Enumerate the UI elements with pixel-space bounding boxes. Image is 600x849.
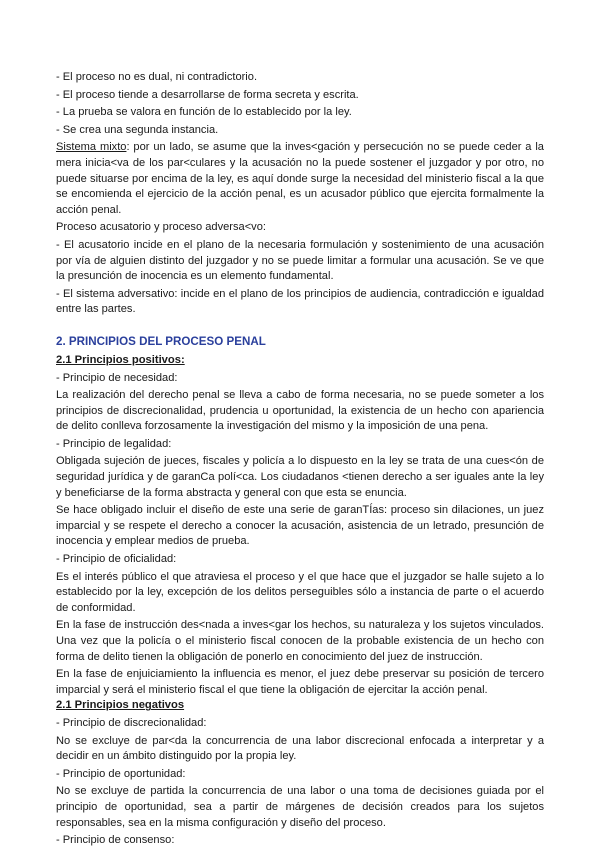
consenso-label: - Principio de consenso:: [56, 834, 175, 847]
mixto-text: : por un lado, se asume que la inves<gación y persecución no se puede ceder a la mera inicia<va de los par<culares y la acusación no la puede sostener el juzgador y por otro, no puede situarse por encima de la ley, es aquí donde surge la necesidad del ministerio fiscal a la que se encomienda el ejercicio de la acción penal, es un acusador público que ejercita formalmente la acción penal.: [56, 141, 544, 216]
list-item: - El proceso tiende a desarrollarse de forma secreta y escrita.: [56, 88, 359, 101]
mixto-label: Sistema mixto: [56, 141, 127, 154]
discrecionalidad-text: No se excluye de par<da la concurrencia de una labor discrecional enfocada a interpretar y a decidir en un ámbito distinguido por la propia ley.: [56, 734, 544, 763]
list-item: - El proceso no es dual, ni contradictorio.: [56, 71, 258, 83]
oficialidad-text: En la fase de instrucción des<nada a inves<gar los hechos, su naturaleza y los sujetos vinculados. Una vez que la policía o el ministerio fiscal conocen de la probable existencia de un hecho con forma de delito tienen la obligación de ponerlo en conocimiento del juez de instrucción.: [56, 619, 544, 663]
mixto-paragraph: [56, 140, 544, 218]
oficialidad-text: En la fase de enjuiciamiento la influencia es menor, el juez debe preservar su posición de tercero imparcial y será el ministerio fiscal el que tiene la obligación de ejercitar la acción penal.: [56, 668, 544, 696]
oportunidad-label: - Principio de oportunidad:: [56, 767, 186, 780]
oportunidad-text: No se excluye de partida la concurrencia de una labor o una toma de decisiones guiada por el principio de oportunidad, sea a partir de márgenes de decisión creados para los sujetos responsables, sea en la misma configuración y diseño del proceso.: [56, 785, 544, 829]
oficialidad-label: - Principio de oficialidad:: [56, 553, 177, 566]
list-item: - Se crea una segunda instancia.: [56, 123, 219, 136]
negativos-title: 2.1 Principios negativos: [56, 699, 185, 712]
positivos-title: 2.1 Principios positivos:: [56, 353, 185, 366]
section-title: 2. PRINCIPIOS DEL PROCESO PENAL: [56, 334, 266, 348]
list-item: - La prueba se valora en función de lo establecido por la ley.: [56, 106, 352, 119]
discrecionalidad-label: - Principio de discrecionalidad:: [56, 716, 207, 729]
legalidad-text: Obligada sujeción de jueces, fiscales y policía a lo dispuesto en la ley se trata de una cues<ón de seguridad jurídica y de garanCa polí<ca. Los ciudadanos <tienen derecho a ser iguales ante la ley y beneficiarse de la forma abstracta y general con que esta se enuncia.: [56, 455, 544, 499]
necesidad-text: La realización del derecho penal se lleva a cabo de forma necesaria, no se puede someter a los principios de discrecionalidad, prudencia u oportunidad, la existencia de un hecho con apariencia de delito conlleva forzosamente la investigación del mismo y la imposición de una pena.: [56, 389, 544, 433]
adversativo-paragraph: - El sistema adversativo: incide en el plano de los principios de audiencia, contradicción e igualdad entre las partes.: [56, 287, 544, 316]
necesidad-label: - Principio de necesidad:: [56, 371, 178, 384]
oficialidad-text: Es el interés público el que atraviesa el proceso y el que hace que el juzgador se halle sujeto a lo establecido por la ley, excepción de los delitos perseguibles sólo a instancia de parte o el acuerdo de conformidad.: [56, 570, 544, 614]
legalidad-text: Se hace obligado incluir el diseño de este una serie de garanTÍas: proceso sin dilaciones, un juez imparcial y se respete el derecho a conocer la acusación, asistencia de un letrado, presunción de inocencia y emplear medios de prueba.: [56, 504, 544, 548]
legalidad-label: - Principio de legalidad:: [56, 437, 172, 450]
acusatorio-paragraph: - El acusatorio incide en el plano de la necesaria formulación y sostenimiento de una acusación por vía de alguien distinto del juzgador y no se puede limitar a formular una acusación. Se ve que la presunción de inocencia es un elemento fundamental.: [56, 238, 544, 283]
acusatorio-intro: Proceso acusatorio y proceso adversa<vo:: [56, 221, 266, 234]
